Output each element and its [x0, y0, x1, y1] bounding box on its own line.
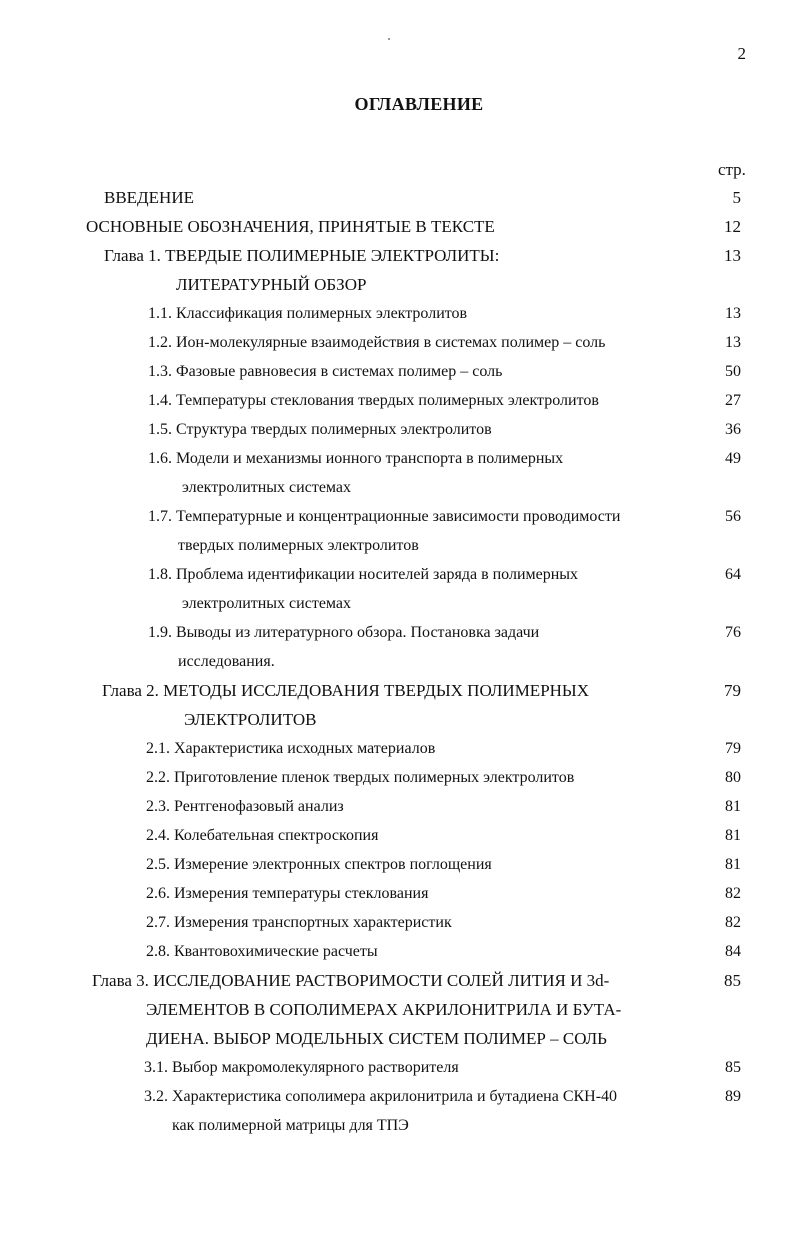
toc-entry — [0, 850, 798, 879]
toc-entry-text: Глава 2. МЕТОДЫ ИССЛЕДОВАНИЯ ТВЕРДЫХ ПОЛИМЕРНЫХ — [102, 681, 590, 700]
table-of-contents — [0, 183, 798, 1140]
toc-entry-text: 1.2. Ион-молекулярные взаимодействия в системах полимер – соль — [148, 334, 606, 351]
toc-entry-text: Глава 3. ИССЛЕДОВАНИЕ РАСТВОРИМОСТИ СОЛЕЙ ЛИТИЯ И 3d- — [92, 971, 610, 990]
toc-entry — [0, 734, 798, 763]
toc-entry-text: как полимерной матрицы для ТПЭ — [172, 1117, 409, 1134]
toc-entry-text: ЛИТЕРАТУРНЫЙ ОБЗОР — [176, 275, 367, 294]
toc-entry — [0, 386, 798, 415]
toc-entry-page: 79 — [725, 740, 741, 757]
toc-entry-page: 81 — [725, 798, 741, 815]
toc-entry-page: 5 — [732, 188, 741, 207]
toc-entry-page: 79 — [724, 681, 741, 700]
toc-entry-text: 1.8. Проблема идентификации носителей заряда в полимерных — [148, 566, 579, 583]
toc-entry-page: 27 — [725, 392, 741, 409]
toc-entry-text: 2.7. Измерения транспортных характеристик — [146, 914, 452, 931]
toc-entry-text: 2.2. Приготовление пленок твердых полимерных электролитов — [146, 769, 575, 786]
toc-entry-text: ОСНОВНЫЕ ОБОЗНАЧЕНИЯ, ПРИНЯТЫЕ В ТЕКСТЕ — [86, 217, 495, 236]
toc-entry-text: 1.7. Температурные и концентрационные зависимости проводимости — [148, 508, 621, 525]
toc-entry-page: 36 — [725, 421, 741, 438]
scan-speck — [388, 38, 390, 40]
toc-entry-text: ВВЕДЕНИЕ — [104, 188, 194, 207]
toc-entry — [0, 502, 798, 531]
toc-entry-continuation — [0, 473, 798, 502]
toc-entry-continuation — [0, 531, 798, 560]
toc-entry-text: 1.5. Структура твердых полимерных электролитов — [148, 421, 492, 438]
toc-entry-text: 2.3. Рентгенофазовый анализ — [146, 798, 344, 815]
toc-entry — [0, 792, 798, 821]
toc-entry-continuation — [0, 270, 798, 299]
toc-entry-continuation — [0, 705, 798, 734]
toc-entry-page: 85 — [724, 971, 741, 990]
toc-entry-continuation — [0, 1111, 798, 1140]
toc-entry-continuation — [0, 589, 798, 618]
toc-entry-page: 81 — [725, 827, 741, 844]
toc-entry-text: ЭЛЕКТРОЛИТОВ — [184, 710, 317, 729]
toc-entry-text: 1.1. Классификация полимерных электролитов — [148, 305, 468, 322]
toc-entry-page: 56 — [725, 508, 741, 525]
toc-entry-page: 12 — [724, 217, 741, 236]
page-title: ОГЛАВЛЕНИЕ — [354, 94, 484, 114]
toc-entry-page: 49 — [725, 450, 741, 467]
toc-entry-page: 84 — [725, 943, 741, 960]
toc-entry — [0, 212, 798, 241]
toc-entry-text: твердых полимерных электролитов — [178, 537, 419, 554]
toc-entry — [0, 908, 798, 937]
toc-entry — [0, 357, 798, 386]
toc-entry — [0, 444, 798, 473]
toc-entry-page: 89 — [725, 1088, 741, 1105]
toc-entry-text: 1.3. Фазовые равновесия в системах полимер – соль — [148, 363, 503, 380]
toc-entry-text: 3.2. Характеристика сополимера акрилонитрила и бутадиена СКН-40 — [144, 1088, 618, 1105]
toc-entry-page: 80 — [725, 769, 741, 786]
toc-entry-text: 2.6. Измерения температуры стеклования — [146, 885, 429, 902]
toc-entry-continuation — [0, 995, 798, 1024]
toc-entry-text: 1.9. Выводы из литературного обзора. Постановка задачи — [148, 624, 540, 641]
toc-entry-text: 1.6. Модели и механизмы ионного транспорта в полимерных — [148, 450, 564, 467]
toc-entry-page: 76 — [725, 624, 741, 641]
toc-entry — [0, 763, 798, 792]
toc-entry — [0, 676, 798, 705]
toc-entry-text: электролитных системах — [182, 479, 352, 496]
toc-entry — [0, 241, 798, 270]
toc-entry-page: 81 — [725, 856, 741, 873]
toc-entry-page: 82 — [725, 914, 741, 931]
toc-entry — [0, 618, 798, 647]
toc-entry — [0, 299, 798, 328]
toc-entry — [0, 415, 798, 444]
toc-entry-page: 13 — [725, 305, 741, 322]
toc-entry-page: 64 — [725, 566, 741, 583]
toc-entry-page: 13 — [724, 246, 741, 265]
toc-entry-page: 85 — [725, 1059, 741, 1076]
toc-entry — [0, 1053, 798, 1082]
toc-entry-text: 2.8. Квантовохимические расчеты — [146, 943, 378, 960]
toc-entry — [0, 328, 798, 357]
toc-entry-text: электролитных системах — [182, 595, 352, 612]
toc-entry — [0, 966, 798, 995]
toc-entry — [0, 879, 798, 908]
toc-entry-text: Глава 1. ТВЕРДЫЕ ПОЛИМЕРНЫЕ ЭЛЕКТРОЛИТЫ: — [104, 246, 500, 265]
toc-entry-text: 2.1. Характеристика исходных материалов — [146, 740, 436, 757]
toc-entry-page: 50 — [725, 363, 741, 380]
toc-entry — [0, 821, 798, 850]
toc-entry-text: ЭЛЕМЕНТОВ В СОПОЛИМЕРАХ АКРИЛОНИТРИЛА И БУТА- — [146, 1000, 622, 1019]
toc-entry — [0, 937, 798, 966]
toc-entry — [0, 183, 798, 212]
toc-entry-continuation — [0, 1024, 798, 1053]
toc-entry-page: 13 — [725, 334, 741, 351]
toc-entry-page: 82 — [725, 885, 741, 902]
toc-entry — [0, 1082, 798, 1111]
toc-entry-text: 2.4. Колебательная спектроскопия — [146, 827, 379, 844]
toc-entry-continuation — [0, 647, 798, 676]
page-column-label: стр. — [718, 160, 746, 179]
toc-entry-text: 1.4. Температуры стеклования твердых полимерных электролитов — [148, 392, 599, 409]
page-number: 2 — [737, 44, 746, 63]
toc-entry-text: исследования. — [178, 653, 275, 670]
toc-entry — [0, 560, 798, 589]
toc-entry-text: 3.1. Выбор макромолекулярного растворителя — [144, 1059, 459, 1076]
toc-entry-text: 2.5. Измерение электронных спектров поглощения — [146, 856, 492, 873]
toc-entry-text: ДИЕНА. ВЫБОР МОДЕЛЬНЫХ СИСТЕМ ПОЛИМЕР – СОЛЬ — [146, 1029, 607, 1048]
